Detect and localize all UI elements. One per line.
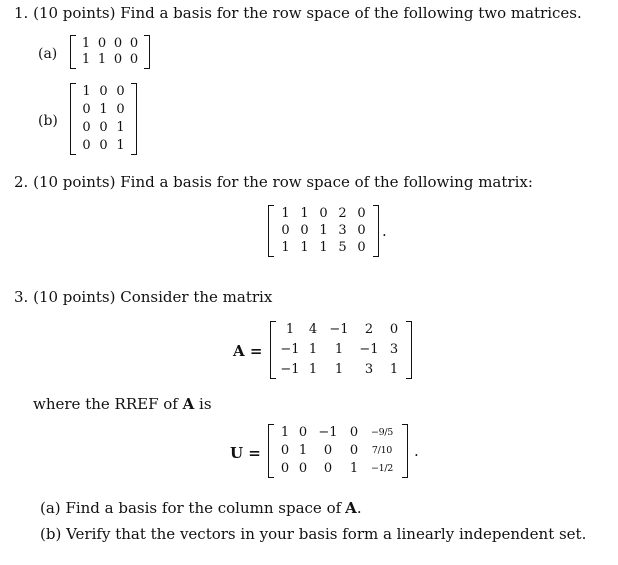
matrix-cell: 0 bbox=[113, 36, 123, 51]
matrix-cell: 1 bbox=[280, 425, 290, 440]
matrix-cell: 0 bbox=[116, 102, 125, 117]
matrix-cell: 1 bbox=[298, 443, 308, 458]
matrix-u bbox=[268, 424, 408, 478]
part-b bbox=[40, 525, 586, 543]
matrix-cell: −9/5 bbox=[370, 427, 394, 438]
q1a-label: (a) bbox=[38, 46, 58, 62]
rref-text-end: is bbox=[199, 395, 212, 413]
question-1-number: 1. bbox=[14, 4, 29, 22]
matrix-cell: 0 bbox=[82, 102, 91, 117]
rref-text: where the RREF of bbox=[33, 395, 178, 413]
part-a-symbol: A bbox=[345, 499, 357, 517]
matrix-cell: 0 bbox=[113, 52, 123, 67]
right-bracket bbox=[402, 424, 408, 478]
matrix-cell: 3 bbox=[389, 342, 399, 357]
matrix-cell: −1/2 bbox=[370, 463, 394, 474]
matrix-cell: 7/10 bbox=[371, 445, 393, 456]
matrix-cell: 1 bbox=[308, 362, 318, 377]
question-1-text: (10 points) Find a basis for the row space of the following two matrices. bbox=[33, 4, 582, 22]
matrix-cell: 1 bbox=[300, 206, 309, 221]
matrix-cell: 1 bbox=[97, 52, 107, 67]
matrix-cell: 1 bbox=[334, 362, 344, 377]
matrix-grid bbox=[274, 205, 373, 257]
matrix-cell: 0 bbox=[357, 223, 366, 238]
matrix-cell: −1 bbox=[280, 362, 300, 377]
question-3-number: 3. bbox=[14, 288, 29, 306]
right-bracket bbox=[373, 205, 379, 257]
right-bracket bbox=[406, 321, 412, 379]
matrix-cell: 0 bbox=[99, 120, 108, 135]
matrix-cell: 0 bbox=[357, 206, 366, 221]
matrix-cell: 1 bbox=[319, 223, 328, 238]
left-bracket bbox=[70, 83, 76, 155]
q1b-label: (b) bbox=[38, 113, 58, 129]
q1a-matrix bbox=[70, 35, 150, 69]
matrix-cell: 0 bbox=[99, 84, 108, 99]
question-2-number: 2. bbox=[14, 173, 29, 191]
matrix-cell: 0 bbox=[389, 322, 399, 337]
right-bracket bbox=[144, 35, 150, 69]
matrix-cell: 1 bbox=[81, 52, 91, 67]
matrix-cell: 1 bbox=[99, 102, 108, 117]
q2-matrix bbox=[268, 205, 379, 257]
matrix-grid bbox=[76, 83, 131, 155]
matrix-cell: 0 bbox=[349, 443, 359, 458]
matrix-cell: 0 bbox=[319, 206, 328, 221]
matrix-cell: 2 bbox=[364, 322, 374, 337]
matrix-cell: 0 bbox=[82, 138, 91, 153]
q2-period: . bbox=[382, 222, 387, 240]
matrix-cell: 0 bbox=[300, 223, 309, 238]
matrix-a-label: A = bbox=[233, 342, 263, 360]
matrix-cell: 3 bbox=[364, 362, 374, 377]
left-bracket bbox=[268, 424, 274, 478]
matrix-cell: 1 bbox=[116, 120, 125, 135]
question-2-heading bbox=[14, 173, 533, 191]
matrix-cell: 0 bbox=[129, 36, 139, 51]
left-bracket bbox=[268, 205, 274, 257]
matrix-cell: −1 bbox=[318, 425, 338, 440]
matrix-cell: 0 bbox=[349, 425, 359, 440]
matrix-cell: 0 bbox=[116, 84, 125, 99]
matrix-cell: −1 bbox=[280, 342, 300, 357]
matrix-cell: 1 bbox=[308, 342, 318, 357]
part-b-text: Verify that the vectors in your basis form a linearly independent set. bbox=[66, 525, 587, 543]
matrix-cell: 1 bbox=[116, 138, 125, 153]
matrix-cell: 0 bbox=[280, 443, 290, 458]
question-1-heading bbox=[14, 4, 582, 22]
question-3-heading bbox=[14, 288, 272, 306]
matrix-cell: 5 bbox=[338, 240, 347, 255]
matrix-cell: 0 bbox=[280, 461, 290, 476]
matrix-cell: 3 bbox=[338, 223, 347, 238]
part-a-text: Find a basis for the column space of bbox=[65, 499, 342, 517]
rref-matrix-symbol: A bbox=[182, 395, 195, 413]
part-a-label: (a) bbox=[40, 499, 61, 517]
matrix-grid bbox=[276, 321, 406, 379]
matrix-cell: −1 bbox=[329, 322, 349, 337]
matrix-cell: 1 bbox=[81, 36, 91, 51]
matrix-u-label: U = bbox=[230, 444, 261, 462]
part-b-label: (b) bbox=[40, 525, 62, 543]
matrix-cell: 1 bbox=[82, 84, 91, 99]
matrix-cell: 4 bbox=[308, 322, 318, 337]
matrix-cell: 0 bbox=[99, 138, 108, 153]
matrix-cell: 2 bbox=[338, 206, 347, 221]
matrix-cell: 1 bbox=[281, 206, 290, 221]
q1b-matrix bbox=[70, 83, 137, 155]
matrix-cell: 0 bbox=[129, 52, 139, 67]
matrix-cell: 1 bbox=[334, 342, 344, 357]
matrix-cell: 0 bbox=[82, 120, 91, 135]
matrix-grid bbox=[274, 424, 402, 478]
matrix-cell: 1 bbox=[285, 322, 295, 337]
matrix-cell: 1 bbox=[300, 240, 309, 255]
rref-sentence bbox=[33, 395, 212, 413]
matrix-u-period: . bbox=[414, 442, 419, 460]
matrix-cell: 1 bbox=[281, 240, 290, 255]
matrix-cell: 0 bbox=[298, 461, 308, 476]
matrix-grid bbox=[76, 35, 144, 69]
matrix-cell: 0 bbox=[323, 443, 333, 458]
question-3-text: (10 points) Consider the matrix bbox=[33, 288, 273, 306]
part-a-end: . bbox=[356, 499, 362, 517]
part-a bbox=[40, 499, 362, 517]
question-2-text: (10 points) Find a basis for the row space of the following matrix: bbox=[33, 173, 533, 191]
matrix-cell: 1 bbox=[319, 240, 328, 255]
matrix-a bbox=[270, 321, 412, 379]
matrix-cell: −1 bbox=[359, 342, 379, 357]
matrix-cell: 1 bbox=[349, 461, 359, 476]
matrix-cell: 0 bbox=[97, 36, 107, 51]
matrix-cell: 0 bbox=[281, 223, 290, 238]
matrix-cell: 0 bbox=[357, 240, 366, 255]
left-bracket bbox=[70, 35, 76, 69]
left-bracket bbox=[270, 321, 276, 379]
matrix-cell: 0 bbox=[323, 461, 333, 476]
matrix-cell: 0 bbox=[298, 425, 308, 440]
right-bracket bbox=[131, 83, 137, 155]
matrix-cell: 1 bbox=[389, 362, 399, 377]
